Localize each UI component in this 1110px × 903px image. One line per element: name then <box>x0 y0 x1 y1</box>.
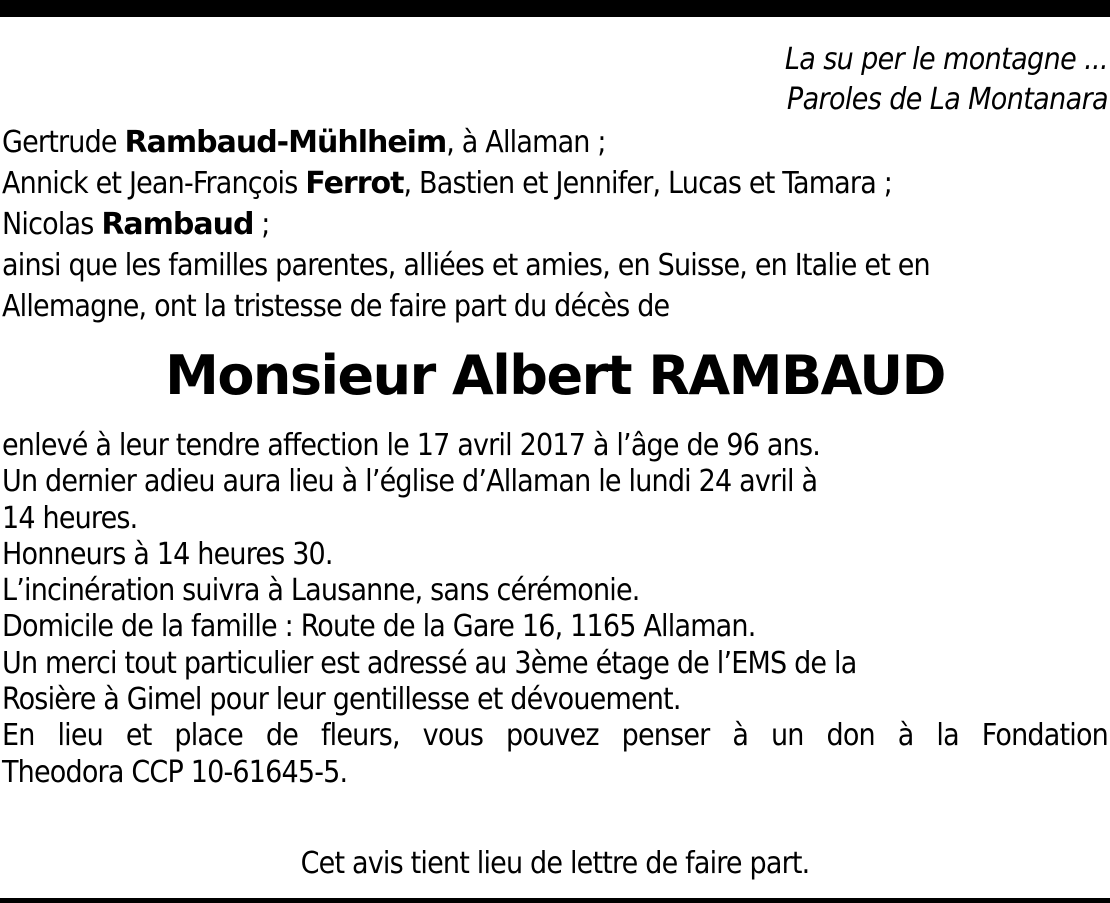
family-line-announcement: Allemagne, ont la tristesse de faire part du décès de <box>2 289 670 324</box>
closing-note: Cet avis tient lieu de lettre de faire part. <box>300 846 810 881</box>
donation-line: En lieu et place de fleurs, vous pouvez penser à un don à la Fondation <box>2 718 1108 754</box>
family-line-text: , à Allaman ; <box>446 125 606 160</box>
family-line-gertrude <box>2 122 1108 163</box>
top-border-rule <box>0 0 1110 17</box>
epigraph-quote: La su per le montagne ... <box>784 42 1108 77</box>
family-surname: Rambaud <box>101 207 254 242</box>
honours-line: Honneurs à 14 heures 30. <box>2 536 333 572</box>
cremation-line: L’incinération suivra à Lausanne, sans cérémonie. <box>2 573 640 609</box>
funeral-line: Un dernier adieu aura lieu à l’église d’Allaman le lundi 24 avril à <box>2 464 818 500</box>
death-date-line: enlevé à leur tendre affection le 17 avril 2017 à l’âge de 96 ans. <box>2 428 820 463</box>
family-line-relatives: ainsi que les familles parentes, alliées et amies, en Suisse, en Italie et en <box>2 248 930 283</box>
family-line-ferrot <box>2 163 1108 204</box>
family-announcement <box>2 122 1108 327</box>
family-line-nicolas <box>2 204 1108 245</box>
thanks-line: Un merci tout particulier est adressé au 3ème étage de l’EMS de la <box>2 645 857 681</box>
donation-account-line: Theodora CCP 10-61645-5. <box>2 754 348 790</box>
family-line-text: Nicolas <box>2 207 102 242</box>
thanks-line-continued: Rosière à Gimel pour leur gentillesse et dévouement. <box>2 682 681 718</box>
epigraph-attribution: Paroles de La Montanara <box>786 82 1108 117</box>
family-line-text: Annick et Jean-François <box>2 166 306 201</box>
family-address-line: Domicile de la famille : Route de la Gare 16, 1165 Allaman. <box>2 609 756 645</box>
obituary-details <box>2 428 1108 791</box>
epigraph <box>785 40 1108 120</box>
family-surname: Rambaud-Mühlheim <box>124 125 447 160</box>
funeral-time-line: 14 heures. <box>2 500 138 536</box>
family-line-text: ; <box>253 207 270 242</box>
family-line-text: , Bastien et Jennifer, Lucas et Tamara ; <box>403 166 893 201</box>
family-surname: Ferrot <box>305 166 404 201</box>
deceased-name-heading: Monsieur Albert RAMBAUD <box>165 344 945 407</box>
bottom-border-rule <box>0 898 1110 903</box>
family-line-text: Gertrude <box>2 125 125 160</box>
